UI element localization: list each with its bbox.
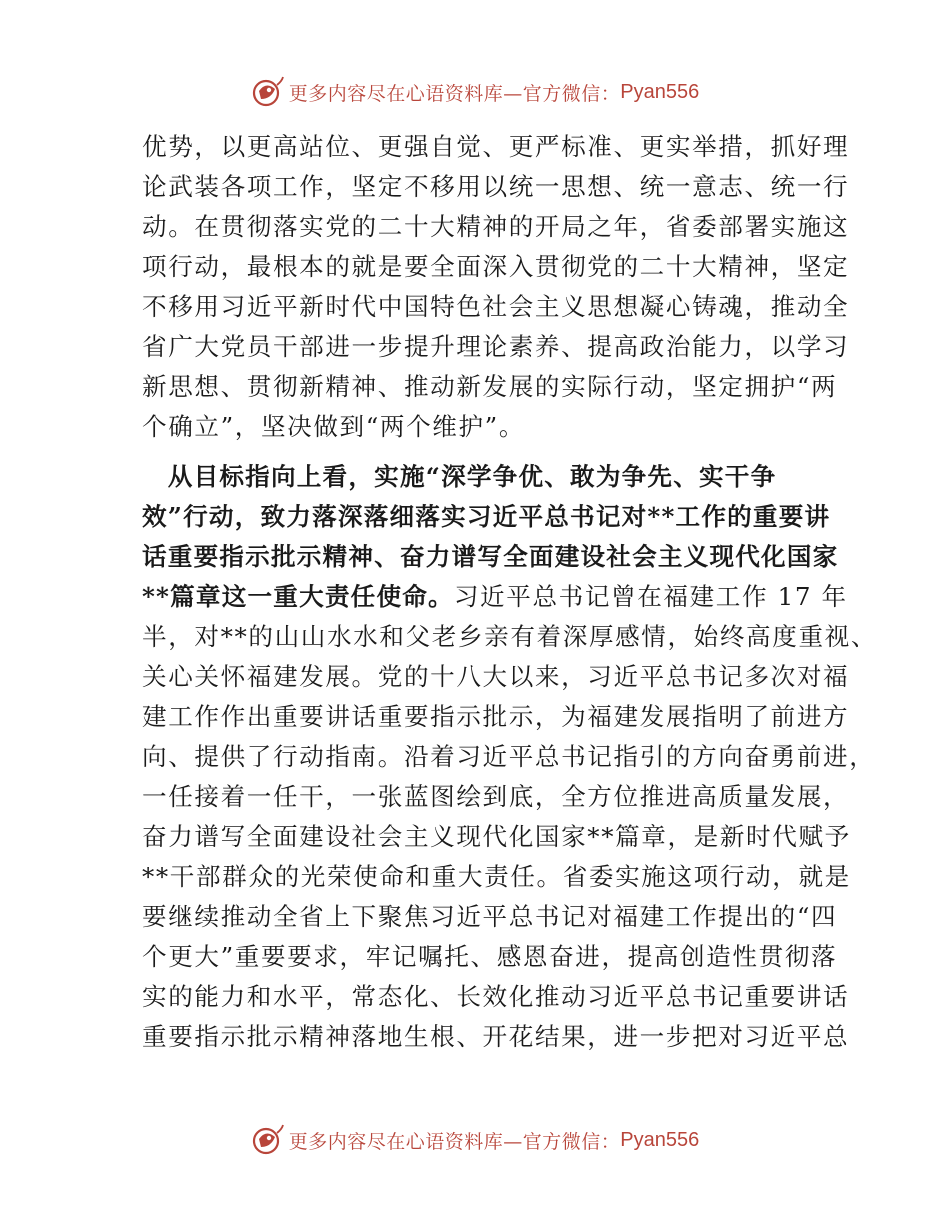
header-banner-text: 更多内容尽在心语资料库—官方微信： (288, 82, 621, 105)
text-line: 关心关怀福建发展。党的十八大以来，习近平总书记多次对福 (142, 662, 850, 691)
header-banner (0, 72, 950, 112)
bold-text-line: 话重要指示批示精神、奋力谱写全面建设社会主义现代化国家 (142, 542, 839, 571)
footer-banner-text: 更多内容尽在心语资料库—官方微信： (288, 1130, 621, 1153)
text-line: 一任接着一任干，一张蓝图绘到底，全方位推进高质量发展， (142, 782, 850, 811)
text-line: 要继续推动全省上下聚焦习近平总书记对福建工作提出的“四 (142, 902, 838, 931)
text-line: 个更大”重要要求，牢记嘱托、感恩奋进，提高创造性贯彻落 (142, 942, 838, 971)
text-line: 重要指示批示精神落地生根、开花结果，进一步把对习近平总 (142, 1022, 850, 1051)
text-line: 建工作作出重要讲话重要指示批示，为福建发展指明了前进方 (142, 702, 850, 731)
mouse-logo-icon (251, 75, 285, 109)
header-wechat-id: Pyan556 (620, 80, 700, 103)
text-line: 不移用习近平新时代中国特色社会主义思想凝心铸魂，推动全 (142, 292, 850, 321)
text-line: **干部群众的光荣使命和重大责任。省委实施这项行动，就是 (142, 862, 851, 891)
text-line: 项行动，最根本的就是要全面深入贯彻党的二十大精神，坚定 (142, 252, 850, 281)
text-line: 奋力谱写全面建设社会主义现代化国家**篇章，是新时代赋予 (142, 822, 851, 851)
footer-banner (0, 1120, 950, 1160)
text-line: 向、提供了行动指南。沿着习近平总书记指引的方向奋勇前进， (142, 742, 876, 771)
text-line: 实的能力和水平，常态化、长效化推动习近平总书记重要讲话 (142, 982, 850, 1011)
bold-text-line: 从目标指向上看，实施“深学争优、敢为争先、实干争 (142, 462, 777, 491)
text-line: 动。在贯彻落实党的二十大精神的开局之年，省委部署实施这 (142, 212, 850, 241)
bold-text-line: 效”行动，致力落深落细落实习近平总书记对**工作的重要讲 (142, 502, 831, 531)
normal-phrase: 习近平总书记曾在福建工作 17 年 (453, 582, 848, 611)
bold-phrase: **篇章这一重大责任使命。 (142, 582, 454, 611)
text-line: 优势，以更高站位、更强自觉、更严标准、更实举措，抓好理 (142, 132, 850, 161)
paragraph-2 (142, 457, 878, 1057)
paragraph-gap (142, 447, 822, 457)
text-line: 个确立”，坚决做到“两个维护”。 (142, 412, 526, 441)
text-line: 半，对**的山山水水和父老乡亲有着深厚感情，始终高度重视、 (142, 622, 878, 651)
text-line: 论武装各项工作，坚定不移用以统一思想、统一意志、统一行 (142, 172, 850, 201)
document-body (142, 127, 878, 1057)
paragraph-1 (142, 127, 850, 447)
text-line: 新思想、贯彻新精神、推动新发展的实际行动，坚定拥护“两 (142, 372, 838, 401)
text-line: 省广大党员干部进一步提升理论素养、提高政治能力，以学习 (142, 332, 850, 361)
mixed-text-line (142, 577, 848, 617)
mouse-logo-icon (251, 1123, 285, 1157)
footer-wechat-id: Pyan556 (620, 1128, 700, 1151)
